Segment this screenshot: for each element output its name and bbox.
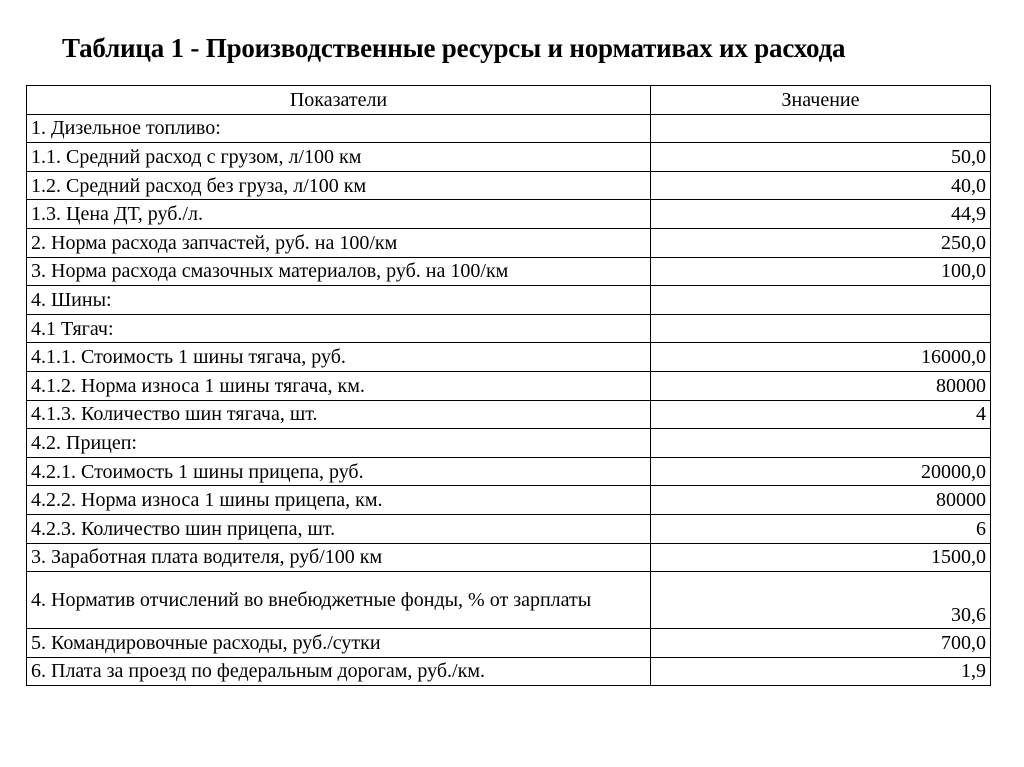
- table-row: [27, 114, 991, 143]
- row-label: 4.1.3. Количество шин тягача, шт.: [27, 400, 651, 429]
- row-label: 1. Дизельное топливо:: [27, 114, 651, 143]
- column-header-indicators: Показатели: [27, 86, 651, 115]
- row-value: 40,0: [651, 171, 991, 200]
- row-label: 1.2. Средний расход без груза, л/100 км: [27, 171, 651, 200]
- table-row: [27, 400, 991, 429]
- row-value: 1,9: [651, 657, 991, 686]
- row-label: 4.2. Прицеп:: [27, 429, 651, 458]
- row-value: 30,6: [651, 572, 991, 629]
- table-row: [27, 171, 991, 200]
- row-value: 80000: [651, 371, 991, 400]
- table-row: [27, 343, 991, 372]
- row-label: 6. Плата за проезд по федеральным дорогам, руб./км.: [27, 657, 651, 686]
- table-row: [27, 429, 991, 458]
- row-value: 80000: [651, 486, 991, 515]
- row-label: 1.3. Цена ДТ, руб./л.: [27, 200, 651, 229]
- row-label: 4.1 Тягач:: [27, 314, 651, 343]
- row-value: 44,9: [651, 200, 991, 229]
- row-value: 4: [651, 400, 991, 429]
- row-label: 2. Норма расхода запчастей, руб. на 100/км: [27, 228, 651, 257]
- row-value: [651, 286, 991, 315]
- table-row: [27, 572, 991, 629]
- row-value: [651, 114, 991, 143]
- row-label: 5. Командировочные расходы, руб./сутки: [27, 629, 651, 658]
- table-row: [27, 543, 991, 572]
- table-header-row: [27, 86, 991, 115]
- row-value: 16000,0: [651, 343, 991, 372]
- row-label: 4.1.1. Стоимость 1 шины тягача, руб.: [27, 343, 651, 372]
- row-label: 4. Шины:: [27, 286, 651, 315]
- row-label: 4.2.2. Норма износа 1 шины прицепа, км.: [27, 486, 651, 515]
- table-row: [27, 286, 991, 315]
- table-row: [27, 486, 991, 515]
- row-value: 1500,0: [651, 543, 991, 572]
- row-value: 50,0: [651, 143, 991, 172]
- row-label: 4.2.1. Стоимость 1 шины прицепа, руб.: [27, 457, 651, 486]
- page-title: Таблица 1 - Производственные ресурсы и нормативах их расхода: [62, 33, 846, 63]
- table-row: [27, 200, 991, 229]
- row-value: 250,0: [651, 228, 991, 257]
- table-row: [27, 657, 991, 686]
- row-value: [651, 429, 991, 458]
- row-label: 1.1. Средний расход с грузом, л/100 км: [27, 143, 651, 172]
- row-label: 4. Норматив отчислений во внебюджетные фонды, % от зарплаты: [27, 572, 651, 629]
- resources-table: [26, 85, 991, 686]
- table-row: [27, 228, 991, 257]
- row-label: 4.1.2. Норма износа 1 шины тягача, км.: [27, 371, 651, 400]
- table-row: [27, 314, 991, 343]
- row-label: 4.2.3. Количество шин прицепа, шт.: [27, 514, 651, 543]
- row-value: 6: [651, 514, 991, 543]
- table-row: [27, 371, 991, 400]
- table-row: [27, 143, 991, 172]
- table-row: [27, 514, 991, 543]
- row-label: 3. Заработная плата водителя, руб/100 км: [27, 543, 651, 572]
- column-header-value: Значение: [651, 86, 991, 115]
- row-value: 700,0: [651, 629, 991, 658]
- row-value: 20000,0: [651, 457, 991, 486]
- row-value: 100,0: [651, 257, 991, 286]
- row-value: [651, 314, 991, 343]
- row-label: 3. Норма расхода смазочных материалов, руб. на 100/км: [27, 257, 651, 286]
- table-row: [27, 629, 991, 658]
- table-row: [27, 257, 991, 286]
- table-row: [27, 457, 991, 486]
